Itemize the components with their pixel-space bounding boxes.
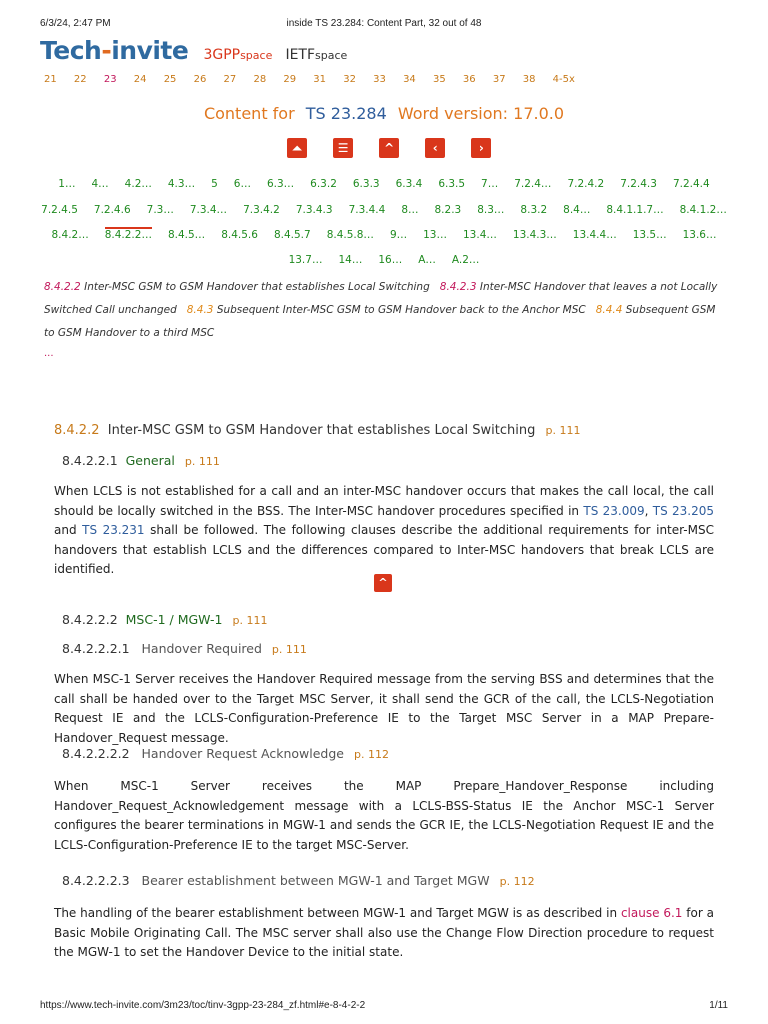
crumb-number[interactable]: 8.4.2.2 (44, 281, 81, 293)
toc-link[interactable]: 13.4.3… (512, 229, 557, 241)
toc-link[interactable]: 6.3.5 (438, 178, 466, 190)
section-heading (62, 873, 535, 888)
3gpp-space-link[interactable]: 3GPPspace (203, 47, 273, 63)
toc-link[interactable]: 8.4… (563, 204, 591, 216)
toc-link[interactable]: 8.4.2.2… (104, 229, 152, 241)
ts-link[interactable]: TS 23.284 (305, 104, 387, 123)
toc-link[interactable]: 13.7… (288, 254, 323, 266)
page-ref-link[interactable]: p. 111 (271, 643, 307, 656)
part-link[interactable]: 31 (313, 74, 327, 85)
paragraph: When MSC-1 Server receives the MAP Prepare_Handover_Response including Handover_Request_Acknowledgement message with a LCLS-BSS-Status IE the Anchor MSC-1 Server configures the bearer terminations in MGW-1 and sends the GCR IE, the LCLS-Negotiation Request IE and the LCLS-Configuration-Preference IE to the target MSC-Server. (54, 779, 714, 852)
section-title: Bearer establishment between MGW-1 and Target MGW (141, 873, 490, 888)
part-link[interactable]: 22 (73, 74, 87, 85)
menu-icon[interactable]: ☰ (333, 138, 353, 158)
toc-link[interactable]: 13.5… (632, 229, 667, 241)
page-ref-link[interactable]: p. 112 (499, 875, 535, 888)
part-link[interactable]: 28 (253, 74, 267, 85)
print-page-number: 1/11 (709, 1000, 728, 1011)
toc-link[interactable]: 6.3.3 (352, 178, 380, 190)
version-value: 17.0.0 (513, 104, 565, 123)
section-breadcrumbs (44, 276, 724, 345)
crumb-number[interactable]: 8.4.2.3 (439, 281, 477, 293)
print-datetime: 6/3/24, 2:47 PM (40, 18, 111, 29)
toc-link[interactable]: 7.2.4.5 (41, 204, 78, 216)
double-chevron-up-icon[interactable]: ⏶ (287, 138, 307, 158)
toc-link[interactable]: A.2… (451, 254, 480, 266)
print-header (40, 18, 728, 32)
toc-link[interactable]: 4… (91, 178, 109, 190)
toc-link[interactable]: 14… (338, 254, 363, 266)
toc-link[interactable]: 8.4.1.2… (679, 204, 727, 216)
toc-link[interactable]: 7.3.4… (189, 204, 228, 216)
toc-link[interactable]: 4.3… (167, 178, 196, 190)
toc-link[interactable]: 7.2.4.2 (567, 178, 605, 190)
print-url: https://www.tech-invite.com/3m23/toc/tinv-3gpp-23-284_zf.html#e-8-4-2-2 (40, 1000, 366, 1011)
part-link[interactable]: 4-5x (552, 74, 575, 85)
toc-link[interactable]: 7.2.4.3 (620, 178, 657, 190)
part-link[interactable]: 29 (283, 74, 297, 85)
toc-link[interactable]: 7… (481, 178, 499, 190)
toc-link[interactable]: 8.4.2… (51, 229, 89, 241)
print-title: inside TS 23.284: Content Part, 32 out of 48 (286, 18, 482, 29)
toc-link[interactable]: 7.2.4.6 (93, 204, 131, 216)
toc-link[interactable]: 8.4.5.8… (326, 229, 374, 241)
toc-link[interactable]: 6.3.4 (395, 178, 423, 190)
toc-link[interactable]: 13… (423, 229, 447, 241)
part-link[interactable]: 26 (193, 74, 207, 85)
part-link-current[interactable]: 23 (103, 74, 117, 85)
toc-link[interactable]: 6.3… (266, 178, 295, 190)
toc-link[interactable]: 7.3.4.3 (295, 204, 333, 216)
logo-text: Tech-invite (40, 36, 189, 65)
toc-link[interactable]: 4.2… (124, 178, 152, 190)
section-number: 8.4.2.2 (54, 423, 100, 438)
toc-link[interactable]: 9… (389, 229, 408, 241)
toc-link[interactable]: 13.4.4… (572, 229, 617, 241)
part-link[interactable]: 35 (432, 74, 446, 85)
toc-link[interactable]: 8.4.5.7 (273, 229, 311, 241)
nav-buttons (287, 138, 512, 158)
part-link[interactable]: 36 (462, 74, 476, 85)
toc-link[interactable]: 6.3.2 (310, 178, 337, 190)
paragraph: When LCLS is not established for a call and an inter-MSC handover occurs that makes the call local, the call should be locally switched in the BSS. The Inter-MSC handover procedures specified in TS 23.009, TS 23.205 and TS 23.231 shall be followed. The following clauses describe the additional requirements for inter-MSC handovers that establish LCLS and the differences compared to Inter-MSC handovers that break LCLS are identified. (54, 484, 714, 576)
part-link[interactable]: 37 (492, 74, 506, 85)
section-number: 8.4.2.2.2 (62, 612, 118, 627)
section-number: 8.4.2.2.2.2 (62, 746, 130, 761)
paragraph: When MSC-1 Server receives the Handover Required message from the serving BSS and determines that the call shall be handed over to the Target MSC Server, it shall send the GCR of the call, the LCLS-Negotiation Request IE and the LCLS-Configuration-Preference IE to the Target MSC Server in a MAP Prepare-Handover_Request message. (54, 672, 714, 745)
toc-link[interactable]: 8.3.2 (520, 204, 548, 216)
section-number: 8.4.2.2.2.1 (62, 641, 130, 656)
part-link[interactable]: 25 (163, 74, 177, 85)
toc-link[interactable]: 7.3.4.2 (243, 204, 280, 216)
page-ref-link[interactable]: p. 111 (184, 455, 220, 468)
part-link[interactable]: 32 (343, 74, 356, 85)
toc-link[interactable]: 8… (401, 204, 419, 216)
chevron-up-icon[interactable]: ^ (374, 574, 392, 592)
content-for-label: Content for (203, 104, 295, 123)
version-label: Word version: (397, 104, 509, 123)
toc-link[interactable]: 6… (233, 178, 251, 190)
part-link[interactable]: 27 (223, 74, 237, 85)
content-for-heading (0, 104, 768, 123)
toc-link[interactable]: 8.3… (477, 204, 505, 216)
section-heading (62, 612, 267, 627)
toc-link[interactable]: 8.2.3 (434, 204, 462, 216)
chevron-up-icon[interactable]: ^ (379, 138, 399, 158)
toc-row (0, 229, 768, 241)
toc-link[interactable]: 8.4.5.6 (221, 229, 258, 241)
ts-23-205-link[interactable]: TS 23.205 (652, 503, 714, 518)
more-crumbs[interactable]: ... (44, 348, 54, 359)
toc-link[interactable]: 5 (211, 178, 218, 190)
toc-row (0, 204, 768, 216)
crumb-title[interactable]: Subsequent GSM to GSM Handover to a third MSC (44, 304, 716, 339)
clause-6-1-link[interactable]: clause 6.1 (620, 906, 683, 920)
part-link[interactable]: 33 (373, 74, 386, 85)
toc-link[interactable]: 13.6… (682, 229, 717, 241)
toc-link[interactable]: 16… (378, 254, 403, 266)
crumb-title[interactable]: Subsequent Inter-MSC GSM to GSM Handover back to the Anchor MSC (216, 304, 586, 316)
paragraph: The handling of the bearer establishment between MGW-1 and Target MGW is as described in clause 6.1 for a Basic Mobile Originating Call. The MSC server shall also use the Change Flow Direction procedure to request the MGW-1 to set the Handover Device to the initial state. (54, 906, 714, 959)
ts-23-231-link[interactable]: TS 23.231 (82, 523, 145, 537)
toc-link[interactable]: 7.2.4.4 (672, 178, 710, 190)
toc-link[interactable]: 7.2.4… (514, 178, 552, 190)
section-heading (62, 453, 220, 468)
part-link[interactable]: 24 (133, 74, 147, 85)
page-ref-link[interactable]: p. 111 (232, 614, 268, 627)
toc-row (0, 178, 768, 190)
ietf-space-link[interactable]: IETFspace (285, 47, 348, 63)
part-link[interactable]: 38 (522, 74, 536, 85)
crumb-title[interactable]: Inter-MSC Handover that leaves a not Locally Switched Call unchanged (44, 281, 718, 316)
section-heading (62, 641, 307, 656)
toc-link[interactable]: 7.3… (146, 204, 174, 216)
part-link[interactable]: 21 (44, 74, 57, 85)
crumb-number[interactable]: 8.4.3 (186, 304, 214, 316)
section-number: 8.4.2.2.1 (62, 453, 118, 468)
section-number: 8.4.2.2.2.3 (62, 873, 130, 888)
page-ref-link[interactable]: p. 111 (545, 424, 581, 437)
page-ref-link[interactable]: p. 112 (353, 748, 389, 761)
section-title: Inter-MSC GSM to GSM Handover that establishes Local Switching (107, 423, 536, 438)
crumb-number[interactable]: 8.4.4 (595, 304, 623, 316)
toc-link[interactable]: 7.3.4.4 (348, 204, 386, 216)
section-title: Handover Required (141, 641, 262, 656)
section-title: MSC-1 / MGW-1 (125, 612, 223, 627)
toc-link[interactable]: 1… (58, 178, 76, 190)
print-footer (40, 1000, 728, 1014)
section-heading (54, 423, 580, 438)
section-heading (62, 746, 389, 761)
part-page-numbers (44, 74, 589, 85)
chevron-left-icon[interactable]: ‹ (425, 138, 445, 158)
ts-23-009-link[interactable]: TS 23.009 (583, 503, 645, 518)
section-title: General (125, 453, 175, 468)
toc-row (0, 254, 768, 266)
part-link[interactable]: 34 (403, 74, 416, 85)
toc-link[interactable]: 8.4.1.1.7… (606, 204, 664, 216)
section-title: Handover Request Acknowledge (141, 746, 344, 761)
toc-link[interactable]: A… (418, 254, 436, 266)
crumb-title[interactable]: Inter-MSC GSM to GSM Handover that establishes Local Switching (84, 281, 430, 293)
toc-link[interactable]: 8.4.5… (167, 229, 206, 241)
toc-link[interactable]: 13.4… (463, 229, 497, 241)
chevron-right-icon[interactable]: › (471, 138, 491, 158)
site-logo[interactable] (40, 36, 347, 70)
